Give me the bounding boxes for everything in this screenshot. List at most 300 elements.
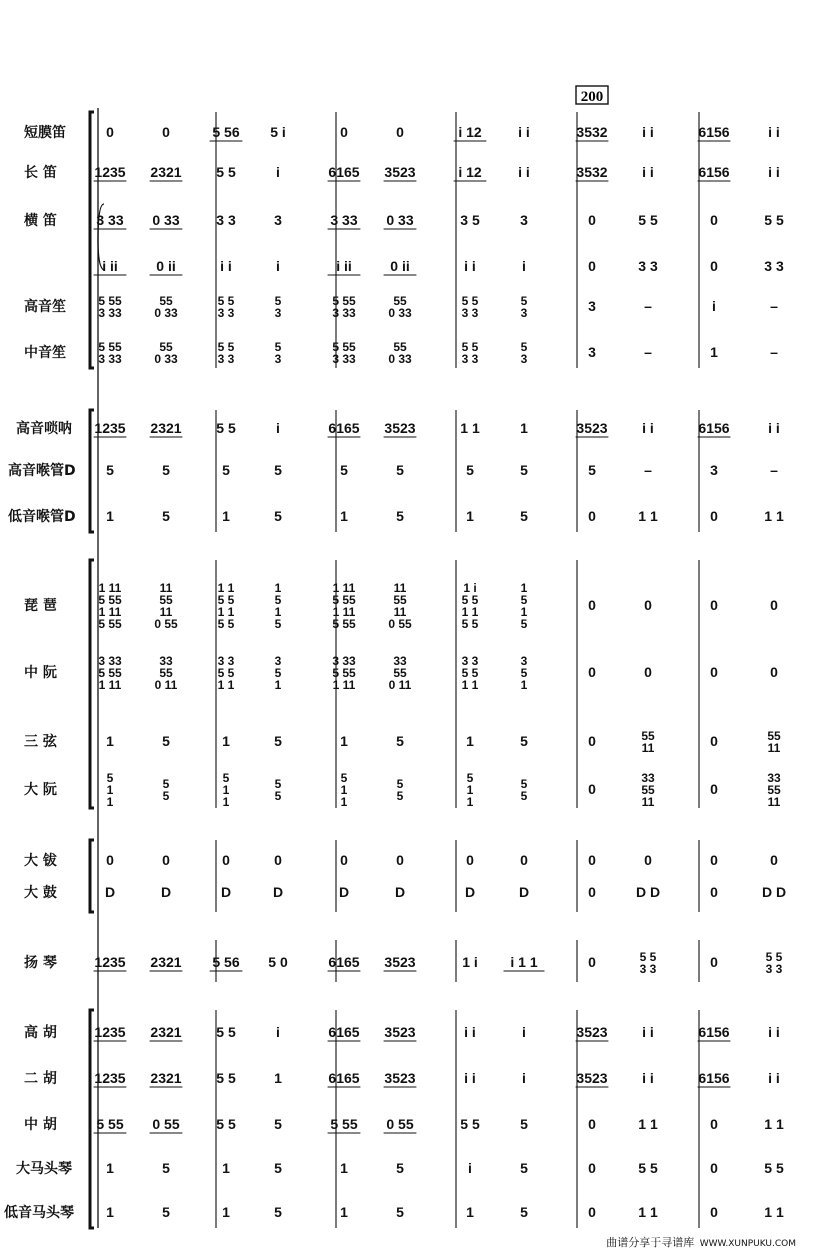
note-group: 0 [710,258,718,274]
note-group: 0 [588,781,596,797]
note-group: 0 55 [154,617,178,631]
note-group: i 12 [458,124,482,140]
instrument-row-zhonghu [24,1116,784,1133]
note-group: 0 ii [390,258,410,274]
note-group: 5 [396,777,404,791]
note-group: 3523 [384,1024,416,1040]
note-group: 1 11 [332,678,356,692]
instrument-row-zysheng [24,340,778,366]
note-group: – [644,344,652,360]
note-group: 0 [644,852,652,868]
note-group: 5 55 [332,593,356,607]
note-group: 5 55 [98,294,122,308]
note-group: 5 [274,593,282,607]
note-group: 1235 [94,164,126,180]
note-group: 5 i [270,124,286,140]
note-group: 0 [520,852,528,868]
note-group: i i [642,1024,654,1040]
note-group: 0 [162,852,170,868]
note-group: 0 [710,954,718,970]
note-group: 5 [396,1204,404,1220]
note-group: 5 [274,294,282,308]
note-group: i 12 [458,164,482,180]
instrument-row-hengdi1 [23,212,784,229]
note-group: 3 3 [461,654,479,668]
note-group: – [770,462,778,478]
note-group: 0 33 [152,212,180,228]
note-group: 0 [588,258,596,274]
note-group: 1 [106,783,114,797]
note-group: i i [642,1070,654,1086]
note-group: 1 1 [217,581,235,595]
note-group: 0 [588,954,596,970]
note-group: 1 [466,783,474,797]
note-group: 6156 [698,1070,730,1086]
note-group: 55 [159,666,173,680]
note-group: 6156 [698,124,730,140]
note-group: 3523 [384,420,416,436]
instrument-label: 二 胡 [24,1071,57,1087]
note-group: 3 [520,306,528,320]
note-group: 5 5 [764,1160,784,1176]
instrument-label: 横 笛 [24,213,57,229]
instrument-row-dagu [24,884,786,901]
note-group: 0 [710,1160,718,1176]
instrument-row-gyhouguan [8,462,778,479]
note-group: 0 [466,852,474,868]
note-group: 5 5 [217,294,235,308]
note-group: 2321 [150,1024,182,1040]
note-group: 1 [222,1204,230,1220]
note-group: 0 55 [386,1116,414,1132]
note-group: 5 5 [461,340,479,354]
note-group: 6165 [328,1070,360,1086]
instrument-label: 高音唢呐 [16,421,72,437]
note-group: 5 5 [638,212,658,228]
note-group: 0 [588,597,596,613]
group-bracket [90,840,94,912]
note-group: i ii [102,258,118,274]
instrument-label: 琵 琶 [24,598,57,614]
note-group: 1 [222,733,230,749]
note-group: 5 55 [98,666,122,680]
note-group: 5 55 [332,617,356,631]
note-group: 5 5 [639,950,657,964]
note-group: 5 56 [212,954,240,970]
note-group: 0 [340,852,348,868]
note-group: 5 [274,1116,282,1132]
note-group: 5 [396,733,404,749]
note-group: D [518,884,530,900]
note-group: i i [518,164,530,180]
note-group: 5 [520,777,528,791]
note-group: 11 [641,795,655,809]
note-group: i i [464,1024,476,1040]
note-group: 0 [588,733,596,749]
note-group: 55 [641,783,655,797]
note-group: 5 [274,617,282,631]
note-group: 5 5 [461,593,479,607]
note-group: 5 5 [216,1070,236,1086]
note-group: 0 33 [154,352,178,366]
note-group: 1 [466,1204,474,1220]
note-group: 1 [520,678,528,692]
note-group: D [394,884,406,900]
note-group: D D [635,884,661,900]
note-group: 2321 [150,164,182,180]
note-group: 5 [396,789,404,803]
note-group: 0 33 [388,306,412,320]
note-group: 5 [162,1204,170,1220]
note-group: 5 [520,733,528,749]
note-group: 3 [520,654,528,668]
note-group: 5 [340,771,348,785]
note-group: 5 [520,789,528,803]
note-group: 33 [641,771,655,785]
note-group: 3532 [576,164,608,180]
note-group: – [770,298,778,314]
note-group: 5 [162,733,170,749]
note-group: 1 [106,795,114,809]
note-group: 0 [588,1116,596,1132]
note-group: 1 1 [638,508,658,524]
note-group: 5 55 [332,340,356,354]
footer-text: 曲谱分享于寻谱库 [606,1236,695,1249]
note-group: i i [642,124,654,140]
note-group: i i [220,258,232,274]
note-group: D [220,884,232,900]
note-group: 55 [641,729,655,743]
note-group: 3523 [384,1070,416,1086]
note-group: i i [768,1024,780,1040]
note-group: 1 i [463,581,477,595]
note-group: 0 [710,212,718,228]
instrument-label: 三 弦 [24,734,57,750]
note-group: 1 [106,733,114,749]
note-group: 11 [393,581,407,595]
note-group: 0 55 [388,617,412,631]
note-group: 1 [274,605,282,619]
note-group: 6156 [698,420,730,436]
note-group: 5 55 [98,593,122,607]
instrument-rows [4,124,786,1221]
note-group: 1 1 [638,1204,658,1220]
note-group: 3523 [576,1070,608,1086]
note-group: 33 [393,654,407,668]
note-group: 0 [396,852,404,868]
note-group: 11 [159,605,173,619]
note-group: 5 [274,1204,282,1220]
note-group: 0 33 [388,352,412,366]
note-group: 3 [274,352,282,366]
note-group: 5 [520,666,528,680]
note-group: 1 [222,1160,230,1176]
note-group: 3 3 [217,352,235,366]
note-group: 5 [162,462,170,478]
note-group: 0 33 [154,306,178,320]
note-group: i i [518,124,530,140]
note-group: 3 33 [332,654,356,668]
note-group: 0 [588,508,596,524]
note-group: 3 33 [332,306,356,320]
note-group: 1 [274,678,282,692]
instrument-row-dymatouqin [4,1204,784,1221]
note-group: 1 [222,795,230,809]
note-group: 11 [641,741,655,755]
note-group: 5 [520,340,528,354]
note-group: 1 [340,1204,348,1220]
note-group: 0 [106,852,114,868]
instrument-label: 大马头琴 [16,1161,72,1177]
note-group: 1 [466,795,474,809]
note-group: 3 5 [460,212,480,228]
note-group: 0 [710,508,718,524]
instrument-row-damatouqin [16,1160,784,1177]
note-group: 0 [222,852,230,868]
note-group: – [770,344,778,360]
note-group: 1 11 [332,581,356,595]
note-group: 5 [396,1160,404,1176]
measure-number-box [576,86,608,105]
note-group: 55 [159,340,173,354]
note-group: i i [642,420,654,436]
note-group: 3 3 [216,212,236,228]
note-group: 5 [274,1160,282,1176]
note-group: D [338,884,350,900]
note-group: 5 [274,777,282,791]
note-group: 1 1 [638,1116,658,1132]
note-group: 3523 [384,164,416,180]
note-group: 5 [222,771,230,785]
note-group: 5 55 [332,294,356,308]
note-group: 6165 [328,1024,360,1040]
note-group: i i [642,164,654,180]
note-group: 3532 [576,124,608,140]
note-group: D [272,884,284,900]
note-group: 1 [340,733,348,749]
note-group: 5 [466,462,474,478]
note-group: 6165 [328,164,360,180]
note-group: 5 [520,508,528,524]
note-group: 3 [520,352,528,366]
note-group: 11 [767,741,781,755]
note-group: 5 5 [461,617,479,631]
note-group: 3523 [384,954,416,970]
note-group: 5 55 [98,340,122,354]
instrument-row-yangqin [24,950,783,976]
note-group: 3 33 [98,352,122,366]
note-group: 1 11 [98,605,122,619]
note-group: 0 [710,781,718,797]
note-group: 0 [274,852,282,868]
note-group: 5 [340,462,348,478]
note-group: 5 5 [217,593,235,607]
note-group: 3 3 [638,258,658,274]
note-group: i i [768,164,780,180]
note-group: 5 [274,340,282,354]
note-group: 6156 [698,164,730,180]
note-group: 1 [222,508,230,524]
note-group: 3 3 [217,306,235,320]
note-group: 5 5 [765,950,783,964]
note-group: 3 3 [764,258,784,274]
note-group: 3 3 [461,352,479,366]
note-group: i [276,164,280,180]
note-group: 3 [588,344,596,360]
note-group: i [276,420,280,436]
note-group: 3 33 [96,212,124,228]
group-bracket [90,410,94,532]
note-group: 1235 [94,420,126,436]
instrument-label: 大 钹 [24,853,57,869]
note-group: 0 55 [152,1116,180,1132]
note-group: 0 33 [386,212,414,228]
note-group: 1 [466,508,474,524]
note-group: 0 [588,1204,596,1220]
note-group: 5 [106,771,114,785]
note-group: 2321 [150,420,182,436]
note-group: 1 [520,581,528,595]
note-group: 3 [710,462,718,478]
instrument-row-dabo [24,852,778,869]
note-group: 55 [767,783,781,797]
note-group: 6165 [328,954,360,970]
note-group: 0 [588,1160,596,1176]
note-group: 0 [770,664,778,680]
note-group: 1 [274,1070,282,1086]
note-group: 5 56 [212,124,240,140]
note-group: 5 [520,1160,528,1176]
group-bracket [90,560,94,808]
instrument-label: 扬 琴 [24,955,57,971]
note-group: 5 5 [216,1116,236,1132]
note-group: 0 11 [388,678,412,692]
note-group: 3 33 [98,654,122,668]
note-group: 0 [770,597,778,613]
barlines [216,112,699,1228]
note-group: 3 [274,306,282,320]
note-group: 0 [644,664,652,680]
note-group: 5 [520,462,528,478]
note-group: 5 [222,462,230,478]
note-group: 6156 [698,1024,730,1040]
note-group: 0 11 [154,678,178,692]
instrument-label: 高音喉管D [8,463,76,479]
note-group: 1 i [462,954,478,970]
note-group: 1 [340,1160,348,1176]
note-group: 0 [396,124,404,140]
note-group: 5 [162,508,170,524]
instrument-label: 大 阮 [24,782,57,798]
note-group: 0 [588,212,596,228]
note-group: 1 1 [461,605,479,619]
note-group: 5 [162,1160,170,1176]
note-group: 55 [767,729,781,743]
note-group: 5 5 [461,666,479,680]
instrument-label: 高 胡 [24,1025,57,1041]
note-group: 0 [162,124,170,140]
note-group: 3 33 [332,352,356,366]
note-group: 0 [710,733,718,749]
note-group: 1 [106,508,114,524]
note-group: i 1 1 [510,954,538,970]
note-group: 5 [466,771,474,785]
note-group: 1235 [94,1070,126,1086]
instrument-label: 中 阮 [24,665,57,681]
note-group: 5 [274,462,282,478]
note-group: 0 [644,597,652,613]
note-group: 55 [393,340,407,354]
instrument-label: 中 胡 [24,1117,57,1133]
note-group: i i [464,1070,476,1086]
note-group: 5 [396,508,404,524]
instrument-row-dyhouguan [8,508,784,525]
note-group: 5 [162,789,170,803]
note-group: 5 [274,666,282,680]
note-group: 5 [520,294,528,308]
note-group: 55 [159,294,173,308]
note-group: D [464,884,476,900]
note-group: 5 5 [764,212,784,228]
note-group: 3 [520,212,528,228]
note-group: 0 [710,884,718,900]
note-group: 1 1 [461,678,479,692]
note-group: 5 [106,462,114,478]
note-group: 5 5 [216,1024,236,1040]
note-group: 5 5 [216,420,236,436]
instrument-row-hengdi2 [94,258,784,275]
note-group: 1 [106,1160,114,1176]
note-group: 5 0 [268,954,288,970]
measure-number: 200 [580,89,604,105]
note-group: 5 5 [216,164,236,180]
note-group: 1 [466,733,474,749]
instrument-row-gysheng [24,294,778,320]
note-group: 1235 [94,1024,126,1040]
note-group: 5 [520,1116,528,1132]
note-group: 1 [106,1204,114,1220]
note-group: 5 5 [638,1160,658,1176]
note-group: 1 [340,508,348,524]
instrument-row-changdi [24,164,780,181]
note-group: – [644,298,652,314]
instrument-row-gaohu [24,1024,780,1041]
note-group: 2321 [150,1070,182,1086]
note-group: 3 [274,212,282,228]
instrument-row-daruan [24,771,781,809]
note-group: 11 [767,795,781,809]
note-group: 5 5 [461,294,479,308]
note-group: i [522,258,526,274]
note-group: 5 5 [217,340,235,354]
instrument-row-erhu [24,1070,780,1087]
note-group: 5 [396,462,404,478]
note-group: 1 [340,783,348,797]
note-group: 2321 [150,954,182,970]
note-group: 1 [710,344,718,360]
note-group: 1 [274,581,282,595]
note-group: 5 [520,617,528,631]
instrument-label: 大 鼓 [24,885,57,901]
instrument-label: 高音笙 [24,299,66,315]
note-group: 0 [710,597,718,613]
note-group: 3 3 [765,962,783,976]
note-group: 55 [393,593,407,607]
note-group: 1 [340,795,348,809]
note-group: i [712,298,716,314]
note-group: i [522,1024,526,1040]
note-group: i [276,258,280,274]
